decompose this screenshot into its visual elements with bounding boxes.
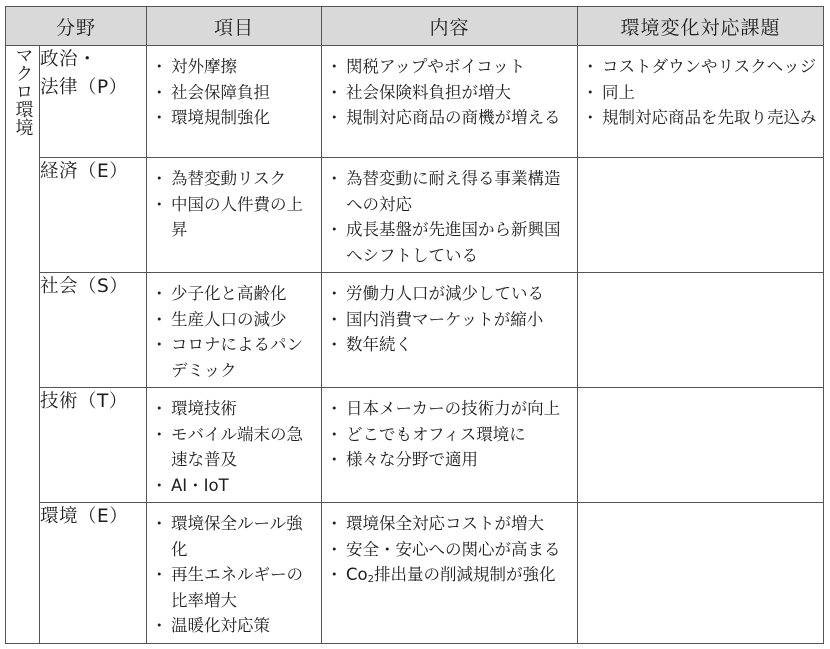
content-cell <box>322 503 578 644</box>
list-item: ・ どこでもオフィス環境に <box>330 422 571 448</box>
pest-analysis-table <box>5 6 824 644</box>
list-item: ・ 様々な分野で適用 <box>330 447 571 473</box>
list-item: ・ 環境技術 <box>155 396 315 422</box>
list-item: ・ 同上 <box>586 80 817 106</box>
content-cell <box>322 158 578 273</box>
area-technology <box>40 388 147 503</box>
row-environment <box>6 503 824 644</box>
list-item: ・ コロナによるパンデミック <box>155 332 315 383</box>
area-politics-law <box>40 46 147 158</box>
items-cell <box>147 273 322 388</box>
list-item: ・ 為替変動リスク <box>155 166 315 192</box>
area-label-line: 技術（T） <box>40 391 128 412</box>
list-item: ・ モバイル端末の急速な普及 <box>155 422 315 473</box>
row-economy <box>6 158 824 273</box>
area-economy <box>40 158 147 273</box>
issues-cell <box>578 46 824 158</box>
list-item: ・ 規制対応商品の商機が増える <box>330 105 571 131</box>
area-label-line: 経済（E） <box>40 161 129 182</box>
list-item: ・ 少子化と高齢化 <box>155 281 315 307</box>
area-label-line: 法律（P） <box>40 77 128 98</box>
list-item: ・ コストダウンやリスクヘッジ <box>586 54 817 80</box>
list-item: ・ 中国の人件費の上昇 <box>155 192 315 243</box>
area-environment <box>40 503 147 644</box>
issues-cell <box>578 503 824 644</box>
list-item: ・ 規制対応商品を先取り売込み <box>586 105 817 131</box>
list-item: ・ 成長基盤が先進国から新興国へシフトしている <box>330 217 571 268</box>
list-item: ・ 数年続く <box>330 332 571 358</box>
content-cell <box>322 388 578 503</box>
list-item: ・ 国内消費マーケットが縮小 <box>330 307 571 333</box>
co2-subscript: 2 <box>367 574 375 585</box>
area-society <box>40 273 147 388</box>
row-politics-law <box>6 46 824 158</box>
header-row <box>6 7 824 46</box>
co2-rest: 排出量の削減規制が強化 <box>374 565 556 584</box>
issues-cell <box>578 273 824 388</box>
group-cell <box>6 46 40 644</box>
list-item: ・ 労働力人口が減少している <box>330 281 571 307</box>
items-cell <box>147 388 322 503</box>
co2-prefix: Co <box>346 565 368 584</box>
issues-cell <box>578 158 824 273</box>
content-cell <box>322 273 578 388</box>
area-label-line: 環境（E） <box>40 506 129 527</box>
list-item: ・ 再生エネルギーの比率増大 <box>155 562 315 613</box>
list-item: ・ 社会保険料負担が増大 <box>330 80 571 106</box>
items-cell <box>147 158 322 273</box>
list-item: ・ 環境保全対応コストが増大 <box>330 511 571 537</box>
issues-cell <box>578 388 824 503</box>
list-item: ・ 対外摩擦 <box>155 54 315 80</box>
items-cell <box>147 503 322 644</box>
list-item <box>330 562 571 588</box>
row-technology <box>6 388 824 503</box>
area-label-line: 社会（S） <box>40 276 129 297</box>
list-item: ・ 関税アップやボイコット <box>330 54 571 80</box>
area-label-line: 政治・ <box>40 49 98 70</box>
list-item: ・ AI・IoT <box>155 473 315 499</box>
list-item: ・ 温暖化対応策 <box>155 613 315 639</box>
list-item: ・ 安全・安心への関心が高まる <box>330 537 571 563</box>
list-item: ・ 日本メーカーの技術力が向上 <box>330 396 571 422</box>
group-label-macro-environment: マクロ環境 <box>12 46 34 136</box>
content-cell <box>322 46 578 158</box>
row-society <box>6 273 824 388</box>
header-items: 項目 <box>147 7 322 46</box>
items-cell <box>147 46 322 158</box>
header-issues: 環境変化対応課題 <box>578 7 824 46</box>
header-area: 分野 <box>6 7 147 46</box>
list-item: ・ 環境規制強化 <box>155 105 315 131</box>
list-item: ・ 社会保障負担 <box>155 80 315 106</box>
list-item: ・ 生産人口の減少 <box>155 307 315 333</box>
header-content: 内容 <box>322 7 578 46</box>
list-item: ・ 為替変動に耐え得る事業構造への対応 <box>330 166 571 217</box>
list-item: ・ 環境保全ルール強化 <box>155 511 315 562</box>
